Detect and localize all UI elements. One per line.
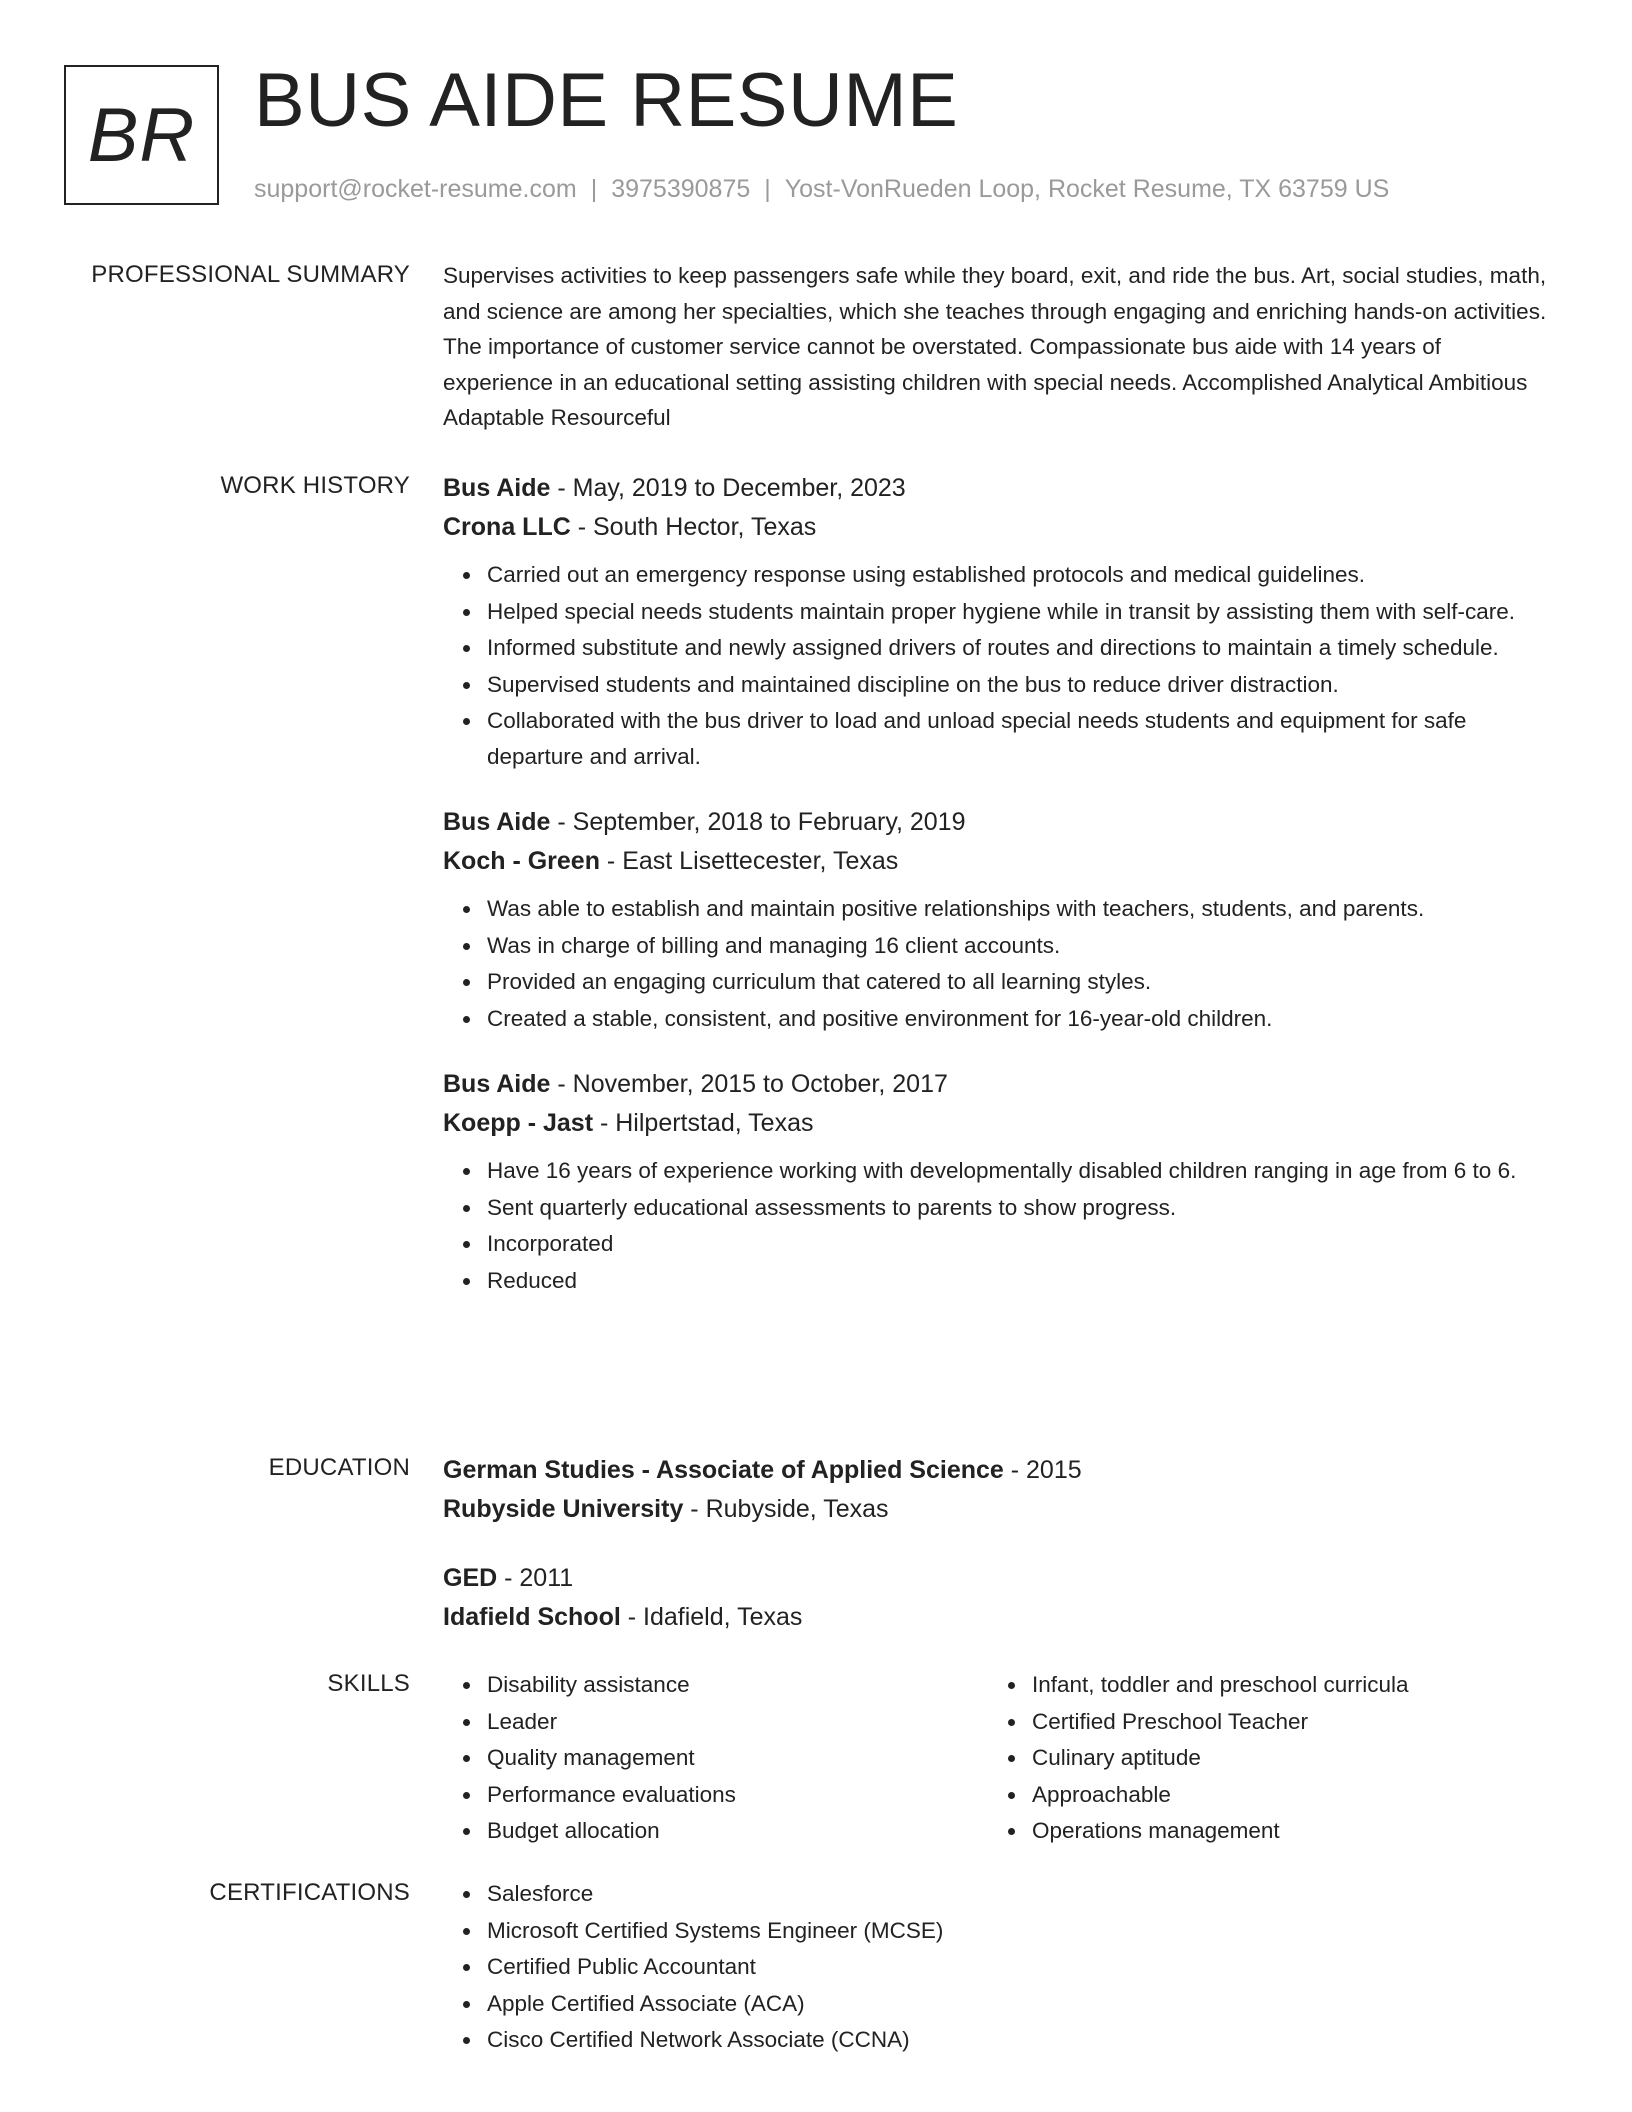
list-item: Approachable: [1032, 1777, 1533, 1813]
education-entry: [443, 1559, 1553, 1637]
job-company: Koch - Green: [443, 847, 600, 875]
list-item: Incorporated: [487, 1226, 1553, 1262]
degree: GED: [443, 1564, 498, 1592]
certifications-body: [443, 1876, 1553, 2059]
job-entry: [443, 1065, 1553, 1298]
contact-line: [254, 174, 1389, 204]
job-title-line: [443, 469, 1553, 508]
school-location: - Rubyside, Texas: [683, 1495, 889, 1523]
skills-body: [443, 1667, 1553, 1850]
certifications-list: [443, 1876, 1553, 2058]
list-item: Was in charge of billing and managing 16 client accounts.: [487, 928, 1553, 964]
list-item: Quality management: [487, 1740, 988, 1776]
job-company-line: [443, 508, 1553, 547]
list-item: Helped special needs students maintain proper hygiene while in transit by assisting them with self-care.: [487, 594, 1553, 630]
list-item: Have 16 years of experience working with developmentally disabled children ranging in age from 6 to 6.: [487, 1153, 1553, 1189]
school: Rubyside University: [443, 1495, 684, 1523]
skills-list: [988, 1667, 1533, 1849]
list-item: Carried out an emergency response using established protocols and medical guidelines.: [487, 557, 1553, 593]
job-location: - East Lisettecester, Texas: [599, 847, 899, 875]
list-item: Microsoft Certified Systems Engineer (MCSE): [487, 1913, 1553, 1949]
job-entry: [443, 803, 1553, 1036]
job-location: - Hilpertstad, Texas: [593, 1109, 814, 1137]
page-title: BUS AIDE RESUME: [254, 58, 959, 143]
degree-line: [443, 1559, 1553, 1598]
job-duties-list: [443, 557, 1553, 774]
degree-line: [443, 1451, 1553, 1490]
list-item: Collaborated with the bus driver to load and unload special needs students and equipment for safe departure and arrival.: [487, 703, 1553, 774]
list-item: Leader: [487, 1704, 988, 1740]
list-item: Budget allocation: [487, 1813, 988, 1849]
job-company-line: [443, 842, 1553, 881]
contact-address: Yost-VonRueden Loop, Rocket Resume, TX 63759 US: [784, 175, 1390, 203]
monogram-text: BR: [87, 92, 196, 178]
contact-phone: 3975390875: [611, 175, 751, 203]
list-item: Reduced: [487, 1263, 1553, 1299]
school-location: - Idafield, Texas: [620, 1603, 803, 1631]
job-duties-list: [443, 891, 1553, 1036]
job-company: Koepp - Jast: [443, 1109, 594, 1137]
degree: German Studies - Associate of Applied Science: [443, 1456, 1004, 1484]
skills-list: [443, 1667, 988, 1849]
job-title: Bus Aide: [443, 474, 551, 502]
degree-year: - 2015: [1003, 1456, 1082, 1484]
job-company: Crona LLC: [443, 513, 571, 541]
job-duties-list: [443, 1153, 1553, 1298]
contact-email: support@rocket-resume.com: [254, 175, 577, 203]
summary-text: Supervises activities to keep passengers safe while they board, exit, and ride the bus. Art, social studies, math, and science are among her specialties, which she teaches through engaging and enriching hands-on activities. The importance of customer service cannot be overstated. Compassionate bus aide with 14 years of experience in an educational setting assisting children with special needs. Accomplished Analytical Ambitious Adaptable Resourceful: [443, 263, 1547, 430]
degree-year: - 2011: [497, 1564, 574, 1592]
section-heading: EDUCATION: [268, 1454, 410, 1481]
list-item: Apple Certified Associate (ACA): [487, 1986, 1553, 2022]
list-item: Certified Preschool Teacher: [1032, 1704, 1533, 1740]
list-item: Created a stable, consistent, and positive environment for 16-year-old children.: [487, 1001, 1553, 1037]
monogram-logo: [64, 65, 219, 205]
job-dates: - September, 2018 to February, 2019: [550, 808, 966, 836]
list-item: Infant, toddler and preschool curricula: [1032, 1667, 1533, 1703]
job-title: Bus Aide: [443, 1070, 551, 1098]
list-item: Cisco Certified Network Associate (CCNA): [487, 2022, 1553, 2058]
job-location: - South Hector, Texas: [570, 513, 817, 541]
summary-body: [443, 258, 1553, 436]
section-heading: CERTIFICATIONS: [209, 1879, 410, 1906]
list-item: Culinary aptitude: [1032, 1740, 1533, 1776]
list-item: Salesforce: [487, 1876, 1553, 1912]
job-company-line: [443, 1104, 1553, 1143]
section-heading: SKILLS: [327, 1670, 410, 1697]
section-heading: WORK HISTORY: [220, 472, 410, 499]
job-dates: - May, 2019 to December, 2023: [550, 474, 906, 502]
list-item: Was able to establish and maintain positive relationships with teachers, students, and parents.: [487, 891, 1553, 927]
list-item: Operations management: [1032, 1813, 1533, 1849]
school-line: [443, 1598, 1553, 1637]
job-dates: - November, 2015 to October, 2017: [550, 1070, 948, 1098]
list-item: Sent quarterly educational assessments to parents to show progress.: [487, 1190, 1553, 1226]
list-item: Performance evaluations: [487, 1777, 988, 1813]
school: Idafield School: [443, 1603, 621, 1631]
skills-column-right: [988, 1667, 1533, 1850]
skills-column-left: [443, 1667, 988, 1850]
section-heading: PROFESSIONAL SUMMARY: [91, 261, 410, 288]
education-body: [443, 1451, 1553, 1637]
list-item: Disability assistance: [487, 1667, 988, 1703]
job-title: Bus Aide: [443, 808, 551, 836]
list-item: Provided an engaging curriculum that catered to all learning styles.: [487, 964, 1553, 1000]
job-title-line: [443, 803, 1553, 842]
job-title-line: [443, 1065, 1553, 1104]
work-history-body: [443, 469, 1553, 1299]
list-item: Informed substitute and newly assigned drivers of routes and directions to maintain a timely schedule.: [487, 630, 1553, 666]
school-line: [443, 1490, 1553, 1529]
contact-separator: |: [590, 175, 598, 203]
list-item: Certified Public Accountant: [487, 1949, 1553, 1985]
contact-separator: |: [764, 175, 771, 203]
list-item: Supervised students and maintained discipline on the bus to reduce driver distraction.: [487, 667, 1553, 703]
job-entry: [443, 469, 1553, 774]
education-entry: [443, 1451, 1553, 1529]
